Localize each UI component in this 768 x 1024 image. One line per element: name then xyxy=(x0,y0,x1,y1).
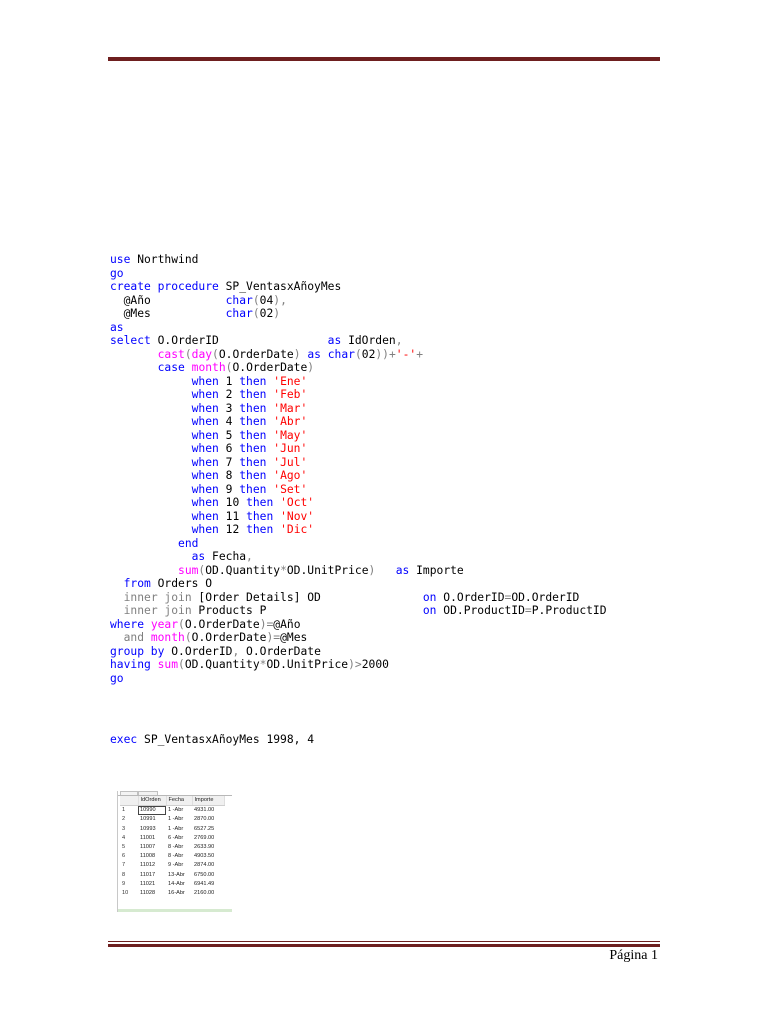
code-token: char xyxy=(225,307,253,320)
code-token: Northwind xyxy=(130,253,199,266)
code-token: day xyxy=(191,347,213,361)
row-number[interactable]: 2 xyxy=(122,816,126,823)
code-token xyxy=(110,523,192,536)
code-token: ( xyxy=(354,347,362,361)
code-line xyxy=(110,442,607,456)
table-cell[interactable]: 11007 xyxy=(140,844,156,851)
code-token: as xyxy=(395,563,410,577)
code-token: ( xyxy=(198,563,206,577)
code-token: 2000 xyxy=(361,658,389,671)
code-line xyxy=(110,618,607,632)
code-token xyxy=(110,469,192,482)
table-row[interactable] xyxy=(120,806,224,816)
table-cell[interactable]: 11028 xyxy=(140,889,156,896)
code-token: 11 xyxy=(218,509,247,523)
code-token: then xyxy=(239,482,267,496)
code-token: 'Dic' xyxy=(280,523,315,536)
code-line xyxy=(110,321,607,335)
code-line xyxy=(110,604,607,618)
code-token: ) xyxy=(293,347,301,361)
table-row[interactable] xyxy=(120,834,224,843)
code-token: )> xyxy=(348,658,362,671)
code-token xyxy=(110,631,124,644)
table-cell[interactable]: 13-Abr xyxy=(168,871,185,878)
column-header[interactable]: IdOrden xyxy=(138,796,166,806)
code-token: case xyxy=(157,361,185,374)
code-token: Importe xyxy=(409,563,464,577)
results-header-row xyxy=(120,796,224,806)
row-number[interactable]: 5 xyxy=(122,844,126,851)
code-token: use xyxy=(110,253,131,266)
code-token: OD.UnitPrice xyxy=(266,658,349,671)
code-token: inner join xyxy=(123,604,192,617)
table-row[interactable] xyxy=(120,852,224,861)
code-token: O.OrderID xyxy=(164,644,233,658)
table-cell[interactable]: 10993 xyxy=(140,825,156,832)
messages-tab[interactable] xyxy=(138,791,158,795)
code-token: O.OrderID xyxy=(150,334,328,347)
code-token: = xyxy=(524,604,532,617)
code-token: end xyxy=(178,536,199,550)
table-cell[interactable]: 2769.00 xyxy=(194,834,215,841)
code-token: OD.Quantity xyxy=(205,563,281,577)
code-token: on xyxy=(422,590,437,604)
code-token: )= xyxy=(259,617,274,631)
code-line xyxy=(110,253,607,267)
table-row[interactable] xyxy=(120,880,224,889)
code-token: ( xyxy=(252,307,260,320)
results-grid xyxy=(117,791,232,912)
code-token xyxy=(110,361,158,374)
code-token: ( xyxy=(184,631,192,644)
code-token: when xyxy=(191,469,219,482)
code-line xyxy=(110,537,607,551)
code-token xyxy=(110,496,192,509)
results-tab[interactable] xyxy=(120,791,138,795)
code-token xyxy=(151,658,158,671)
column-header[interactable]: Importe xyxy=(192,796,224,806)
code-token: then xyxy=(239,388,267,401)
code-line xyxy=(110,456,607,470)
code-token: 'Mar' xyxy=(273,401,308,415)
code-line xyxy=(110,375,607,389)
code-token: 02 xyxy=(361,347,376,361)
code-token: @Año xyxy=(273,617,301,631)
code-token: 9 xyxy=(218,482,240,496)
table-row[interactable] xyxy=(120,843,224,852)
code-token: 6 xyxy=(218,442,240,455)
code-token: O.OrderDate xyxy=(191,631,267,644)
code-line xyxy=(110,348,607,362)
table-row[interactable] xyxy=(120,870,224,879)
code-token: and xyxy=(123,631,145,644)
code-token: 4 xyxy=(218,415,240,428)
table-cell[interactable]: 2870.00 xyxy=(194,816,215,823)
code-token: @Mes xyxy=(280,631,308,644)
code-token xyxy=(110,510,192,523)
code-token: then xyxy=(246,509,274,523)
code-token: OD.UnitPrice xyxy=(286,563,369,577)
code-token: O.OrderDate xyxy=(218,347,294,361)
code-token: where xyxy=(110,617,145,631)
code-token xyxy=(110,537,178,550)
code-token: when xyxy=(191,415,219,428)
code-line xyxy=(110,550,607,564)
code-token: then xyxy=(246,496,274,509)
code-token: year xyxy=(150,617,179,631)
code-token: then xyxy=(239,469,267,482)
code-line xyxy=(110,645,607,659)
code-token: sum xyxy=(178,563,199,577)
code-token: go xyxy=(110,671,124,685)
code-token: as xyxy=(307,347,321,361)
code-token: @Mes xyxy=(110,307,226,320)
row-number[interactable]: 9 xyxy=(122,880,126,887)
code-token: ), xyxy=(273,293,287,307)
code-line xyxy=(110,496,607,510)
code-token: 'Set' xyxy=(273,482,308,496)
code-token: , xyxy=(395,334,403,347)
code-token xyxy=(321,348,328,361)
code-line xyxy=(110,307,607,321)
code-token: OD.ProductID xyxy=(436,604,525,617)
table-cell[interactable]: 2874.00 xyxy=(194,862,215,869)
table-cell[interactable]: 11021 xyxy=(140,880,156,887)
table-cell[interactable]: 11008 xyxy=(140,853,156,860)
row-number[interactable]: 1 xyxy=(122,807,126,814)
code-token: then xyxy=(239,401,267,415)
footer-rule xyxy=(108,944,660,947)
code-line xyxy=(110,564,607,578)
code-token: O.OrderDate xyxy=(184,617,260,631)
code-token: 'May' xyxy=(273,428,308,442)
code-token: char xyxy=(327,347,355,361)
code-token xyxy=(110,577,124,590)
code-token: when xyxy=(191,374,219,388)
code-token: having xyxy=(110,658,151,671)
code-token: 'Jun' xyxy=(273,442,308,455)
code-line xyxy=(110,361,607,375)
code-line xyxy=(110,294,607,308)
code-token: as xyxy=(327,334,342,347)
code-token: 10 xyxy=(218,496,247,509)
code-line xyxy=(110,523,607,537)
code-token: * xyxy=(280,563,287,577)
code-token: 04 xyxy=(259,293,274,307)
code-token: when xyxy=(191,496,219,509)
table-cell[interactable]: 16-Abr xyxy=(168,889,185,896)
code-token xyxy=(110,591,124,604)
code-token: ( xyxy=(252,293,260,307)
code-token: 7 xyxy=(218,455,240,469)
table-cell[interactable]: 11012 xyxy=(140,862,156,869)
code-token: then xyxy=(239,415,267,428)
code-token: 'Jul' xyxy=(273,455,308,469)
row-number[interactable]: 6 xyxy=(122,853,126,860)
table-row[interactable] xyxy=(120,889,224,898)
code-token: when xyxy=(191,442,219,455)
code-token: as xyxy=(110,320,124,334)
code-token xyxy=(110,483,192,496)
table-cell[interactable]: 2160.00 xyxy=(194,889,215,896)
table-cell[interactable]: 10990 xyxy=(138,806,166,816)
code-line xyxy=(110,658,607,672)
code-token: 'Nov' xyxy=(280,509,315,523)
code-token: 12 xyxy=(218,523,247,536)
table-cell[interactable]: 8 -Abr xyxy=(168,844,184,851)
code-token: then xyxy=(246,523,274,536)
code-token: O.OrderID xyxy=(436,590,505,604)
table-cell[interactable]: 14-Abr xyxy=(168,880,185,887)
table-cell[interactable]: 6527.25 xyxy=(194,825,215,832)
table-cell[interactable]: 10991 xyxy=(140,816,156,823)
code-token: on xyxy=(422,604,437,617)
code-line xyxy=(110,577,607,591)
page-number: Página 1 xyxy=(609,948,658,963)
table-cell[interactable]: 9 -Abr xyxy=(168,862,184,869)
exec-call: SP_VentasxAñoyMes 1998, 4 xyxy=(137,733,315,746)
code-token: = xyxy=(504,590,512,604)
code-token: when xyxy=(191,523,219,536)
code-token: ( xyxy=(178,617,185,631)
code-token: 02 xyxy=(259,307,274,320)
code-token: '-' xyxy=(395,347,417,361)
code-token xyxy=(375,564,395,577)
code-token: ( xyxy=(225,361,233,374)
code-token: , xyxy=(246,550,253,563)
code-token: month xyxy=(150,631,185,644)
code-token: 3 xyxy=(218,401,240,415)
status-strip xyxy=(118,909,232,912)
code-token: Products P xyxy=(191,604,423,617)
table-cell[interactable]: 4903.50 xyxy=(194,853,215,860)
table-cell[interactable]: 1 -Abr xyxy=(168,825,184,832)
code-token: when xyxy=(191,401,219,415)
code-line xyxy=(110,267,607,281)
table-cell[interactable]: 1 -Abr xyxy=(168,807,184,814)
code-token: P.ProductID xyxy=(531,604,607,617)
code-token: go xyxy=(110,266,124,280)
code-token: )= xyxy=(266,631,281,644)
code-line xyxy=(110,280,607,294)
column-header[interactable] xyxy=(120,796,138,806)
table-row[interactable] xyxy=(120,815,224,824)
code-token: ) xyxy=(368,563,376,577)
table-cell[interactable]: 6750.00 xyxy=(194,871,215,878)
code-token: OD.Quantity xyxy=(184,658,260,671)
table-row[interactable] xyxy=(120,861,224,870)
code-token: Fecha xyxy=(205,550,247,563)
code-token: when xyxy=(191,482,219,496)
code-token: 'Oct' xyxy=(280,496,315,509)
code-token: 8 xyxy=(218,469,240,482)
code-line xyxy=(110,334,607,348)
table-cell[interactable]: 6 -Abr xyxy=(168,834,184,841)
code-line xyxy=(110,591,607,605)
row-number[interactable]: 8 xyxy=(122,871,126,878)
code-token xyxy=(110,388,192,401)
code-token: when xyxy=(191,509,219,523)
code-token xyxy=(110,604,124,617)
code-token: ) xyxy=(273,307,281,320)
code-line xyxy=(110,631,607,645)
code-token: then xyxy=(239,374,267,388)
code-token: ( xyxy=(212,347,219,361)
code-token xyxy=(110,564,178,577)
code-line xyxy=(110,483,607,497)
row-number[interactable]: 10 xyxy=(122,889,129,896)
code-token: when xyxy=(191,428,219,442)
code-token: 1 xyxy=(218,374,240,388)
code-token: O.OrderDate xyxy=(239,644,321,658)
code-token xyxy=(110,415,192,428)
code-token: 'Feb' xyxy=(273,388,308,401)
code-token: 'Abr' xyxy=(273,415,308,428)
code-line xyxy=(110,510,607,524)
table-cell[interactable]: 1 -Abr xyxy=(168,816,184,823)
code-line xyxy=(110,469,607,483)
table-cell[interactable]: 11001 xyxy=(140,834,156,841)
code-line xyxy=(110,388,607,402)
exec-statement xyxy=(110,733,314,747)
code-token xyxy=(110,402,192,415)
code-token: then xyxy=(239,428,267,442)
code-token xyxy=(110,429,192,442)
sql-code-block xyxy=(110,253,607,685)
code-token xyxy=(144,631,151,644)
code-token: , xyxy=(232,644,240,658)
code-token: + xyxy=(416,347,423,361)
code-token: ( xyxy=(184,347,192,361)
code-token: group by xyxy=(110,644,165,658)
row-number[interactable]: 4 xyxy=(122,834,126,841)
code-token: month xyxy=(191,361,226,374)
code-token: create procedure xyxy=(110,280,219,293)
code-token xyxy=(110,456,192,469)
table-cell[interactable]: 11017 xyxy=(140,871,156,878)
code-token: when xyxy=(191,388,219,401)
code-token xyxy=(144,618,151,631)
code-token: inner join xyxy=(123,590,192,604)
code-token: SP_VentasxAñoyMes xyxy=(218,280,342,293)
code-token xyxy=(110,550,192,563)
column-header[interactable]: Fecha xyxy=(166,796,192,806)
code-token: IdOrden xyxy=(341,334,396,347)
code-token: 'Ene' xyxy=(273,374,308,388)
results-table xyxy=(120,796,225,898)
code-token: 2 xyxy=(218,388,240,401)
code-token: ( xyxy=(178,658,185,671)
code-token xyxy=(185,361,192,374)
table-cell[interactable]: 2633.90 xyxy=(194,844,215,851)
code-line xyxy=(110,402,607,416)
code-token: sum xyxy=(157,658,179,671)
code-token: when xyxy=(191,455,219,469)
code-token: select xyxy=(110,334,151,347)
code-token xyxy=(110,442,192,455)
code-token: ) xyxy=(307,361,315,374)
code-token: from xyxy=(123,577,151,590)
code-token: ))+ xyxy=(375,347,396,361)
table-cell[interactable]: 4931.00 xyxy=(194,807,215,814)
exec-keyword: exec xyxy=(110,733,138,746)
code-token: 'Ago' xyxy=(273,469,308,482)
table-cell[interactable]: 6941.49 xyxy=(194,880,215,887)
row-number[interactable]: 7 xyxy=(122,862,126,869)
code-token: Orders O xyxy=(150,577,213,590)
code-token: then xyxy=(239,455,267,469)
table-cell[interactable]: 8 -Abr xyxy=(168,853,184,860)
code-token: as xyxy=(191,550,206,563)
code-token: 5 xyxy=(218,428,240,442)
code-token: char xyxy=(225,293,253,307)
footer-rule-thin xyxy=(108,941,660,942)
code-token: OD.OrderID xyxy=(511,590,580,604)
code-token: O.OrderDate xyxy=(232,361,308,374)
code-token: then xyxy=(239,442,267,455)
row-number[interactable]: 3 xyxy=(122,825,126,832)
code-line xyxy=(110,672,607,686)
code-token: * xyxy=(259,658,267,671)
code-token: [Order Details] OD xyxy=(191,590,423,604)
code-token xyxy=(110,348,158,361)
code-token: cast xyxy=(157,347,185,361)
code-token: @Año xyxy=(110,293,226,307)
table-row[interactable] xyxy=(120,824,224,833)
header-rule xyxy=(108,57,660,61)
code-line xyxy=(110,415,607,429)
code-token xyxy=(110,375,192,388)
code-line xyxy=(110,429,607,443)
